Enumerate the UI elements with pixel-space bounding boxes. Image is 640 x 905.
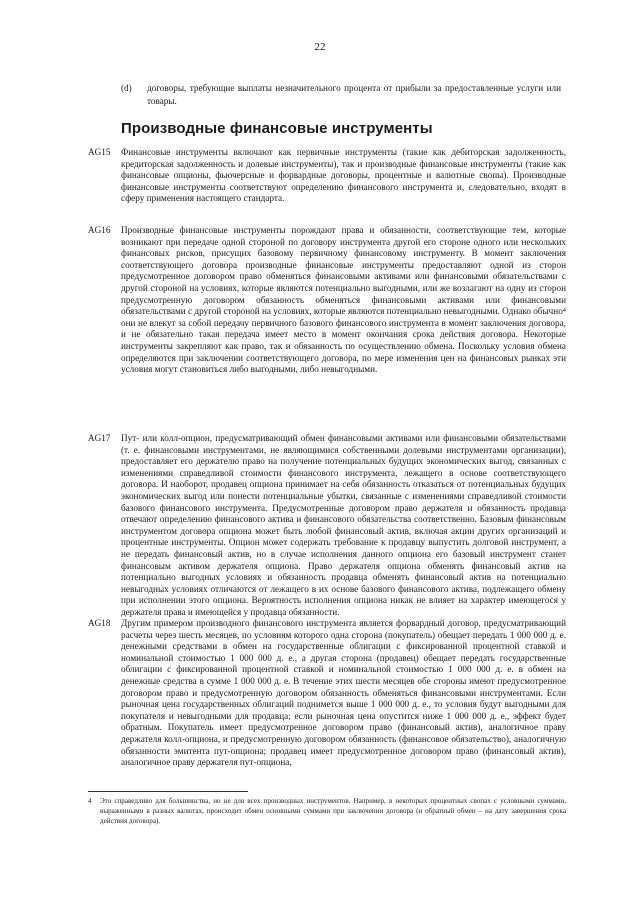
paragraph-ag16	[88, 225, 566, 376]
page-number: 22	[314, 41, 326, 53]
footnote-marker: 4	[88, 797, 92, 805]
paragraph-text: Пут- или колл-опцион, предусматривающий обмен финансовыми активами или финансовыми обязательствами (т. е. финансовыми инструментами, не являющимися собственными долевыми инструментами организации), предоставляет его держателю право на получение потенциальных будущих экономических выгод, связанных с изменениями справедливой стоимости финансового инструмента, лежащего в основе соответствующего договора. И наоборот, продавец опциона принимает на себя обязанность отказаться от потенциальных будущих экономических выгод или понести потенциальные убытки, связанные с изменениями справедливой стоимости базового финансового инструмента. Предусмотренные договором право держателя и обязанность продавца отвечают определению финансового актива и финансового обязательства соответственно. Базовым финансовым инструментом договора опциона может быть любой финансовый актив, включая акции других организаций и процентные инструменты. Опцион может содержать требование к продавцу выпустить долговой инструмент, а не передать финансовый актив, но в случае исполнения данного опциона его базовый инструмент станет финансовым активом держателя опциона. Право держателя опциона обменять финансовый актив на потенциально выгодных условиях и обязанность продавца обменять финансовый актив на потенциально невыгодных условиях отличаются от лежащего в их основе базового финансового актива, подлежащего обмену при исполнении этого опциона. Вероятность исполнения опциона никак не влияет на характер имеющегося у держателя права и имеющейся у продавца обязанности.	[121, 433, 566, 617]
footnote-divider	[88, 791, 248, 792]
section-heading: Производные финансовые инструменты	[121, 120, 433, 137]
footnote-text: Это справедливо для большинства, но не для всех производных инструментов. Например, в некоторых процентных свопах с условными суммами, выраженными в разных валютах, происходит обмен основными суммами при заключении договора (и обратный обмен – на дату завершения срока действия договора).	[100, 797, 566, 825]
paragraph-label: AG15	[88, 147, 111, 157]
list-item-marker: (d)	[121, 83, 132, 93]
list-item-d	[121, 82, 561, 107]
footnote	[88, 796, 566, 826]
paragraph-ag17	[88, 433, 566, 619]
paragraph-label: AG18	[88, 618, 111, 628]
list-item-text: договоры, требующие выплаты незначительного процента от прибыли за предоставленные услуги или товары.	[147, 83, 561, 106]
paragraph-ag18	[88, 618, 566, 769]
paragraph-text: Другим примером производного финансового инструмента является форвардный договор, предусматривающий расчеты через шесть месяцев, по условиям которого одна сторона (покупатель) обещает передать 1 000 000 д. е. денежными средствами в обмен на государственные облигации с фиксированной процентной ставкой и номинальной стоимостью 1 000 000 д. е., а другая сторона (продавец) обещает передать государственные облигации с фиксированной процентной ставкой и номинальной стоимостью 1 000 000 д. е. в обмен на денежные средства в сумме 1 000 000 д. е. В течение этих шести месяцев обе стороны имеют предусмотренное договором право и предусмотренную договором обязанность обменяться финансовыми инструментами. Если рыночная цена государственных облигаций поднимется выше 1 000 000 д. е., то условия будут выгодными для покупателя и невыгодными для продавца; если рыночная цена опустится ниже 1 000 000 д. е., эффект будет обратным. Покупатель имеет предусмотренное договором право (финансовый актив), аналогичное праву держателя колл-опциона, и предусмотренную договором обязанность (финансовое обязательство), аналогичную обязанности эмитента пут-опциона; продавец имеет предусмотренное договором право (финансовый актив), аналогичное праву держателя пут-опциона,	[121, 618, 566, 768]
paragraph-label: AG17	[88, 433, 111, 443]
paragraph-ag15	[88, 147, 566, 205]
paragraph-text: Финансовые инструменты включают как первичные инструменты (такие как дебиторская задолженность, кредиторская задолженность и долевые инструменты), так и производные финансовые инструменты (такие как финансовые опционы, фьючерсные и форвардные договоры, процентные и валютные свопы). Производные финансовые инструменты соответствуют определению финансового инструмента и, следовательно, входят в сферу применения настоящего стандарта.	[121, 147, 566, 204]
paragraph-label: AG16	[88, 225, 111, 235]
paragraph-text: Производные финансовые инструменты порождают права и обязанности, соответствующие тем, которые возникают при передаче одной стороной по договору инструмента другой его стороне одного или нескольких финансовых рисков, присущих базовому первичному финансовому инструменту. В момент заключения соответствующего договора производные финансовые инструменты предоставляют одной из сторон предусмотренное договором право обменяться финансовыми активами или финансовыми обязательствами с другой стороной на условиях, которые являются потенциально выгодными, или же возлагают на одну из сторон предусмотренную договором обязанность обменяться финансовыми активами или финансовыми обязательствами с другой стороной на условиях, которые являются потенциально невыгодными. Однако обычно⁴ они не влекут за собой передачу первичного базового финансового инструмента в момент заключения договора, и не обязательно такая передача имеет место в момент окончания срока действия договора. Некоторые инструменты закрепляют как право, так и обязанность по осуществлению обмена. Поскольку условия обмена определяются при заключении соответствующего договора, по мере изменения цен на финансовых рынках эти условия могут становиться либо выгодными, либо невыгодными.	[121, 225, 566, 375]
